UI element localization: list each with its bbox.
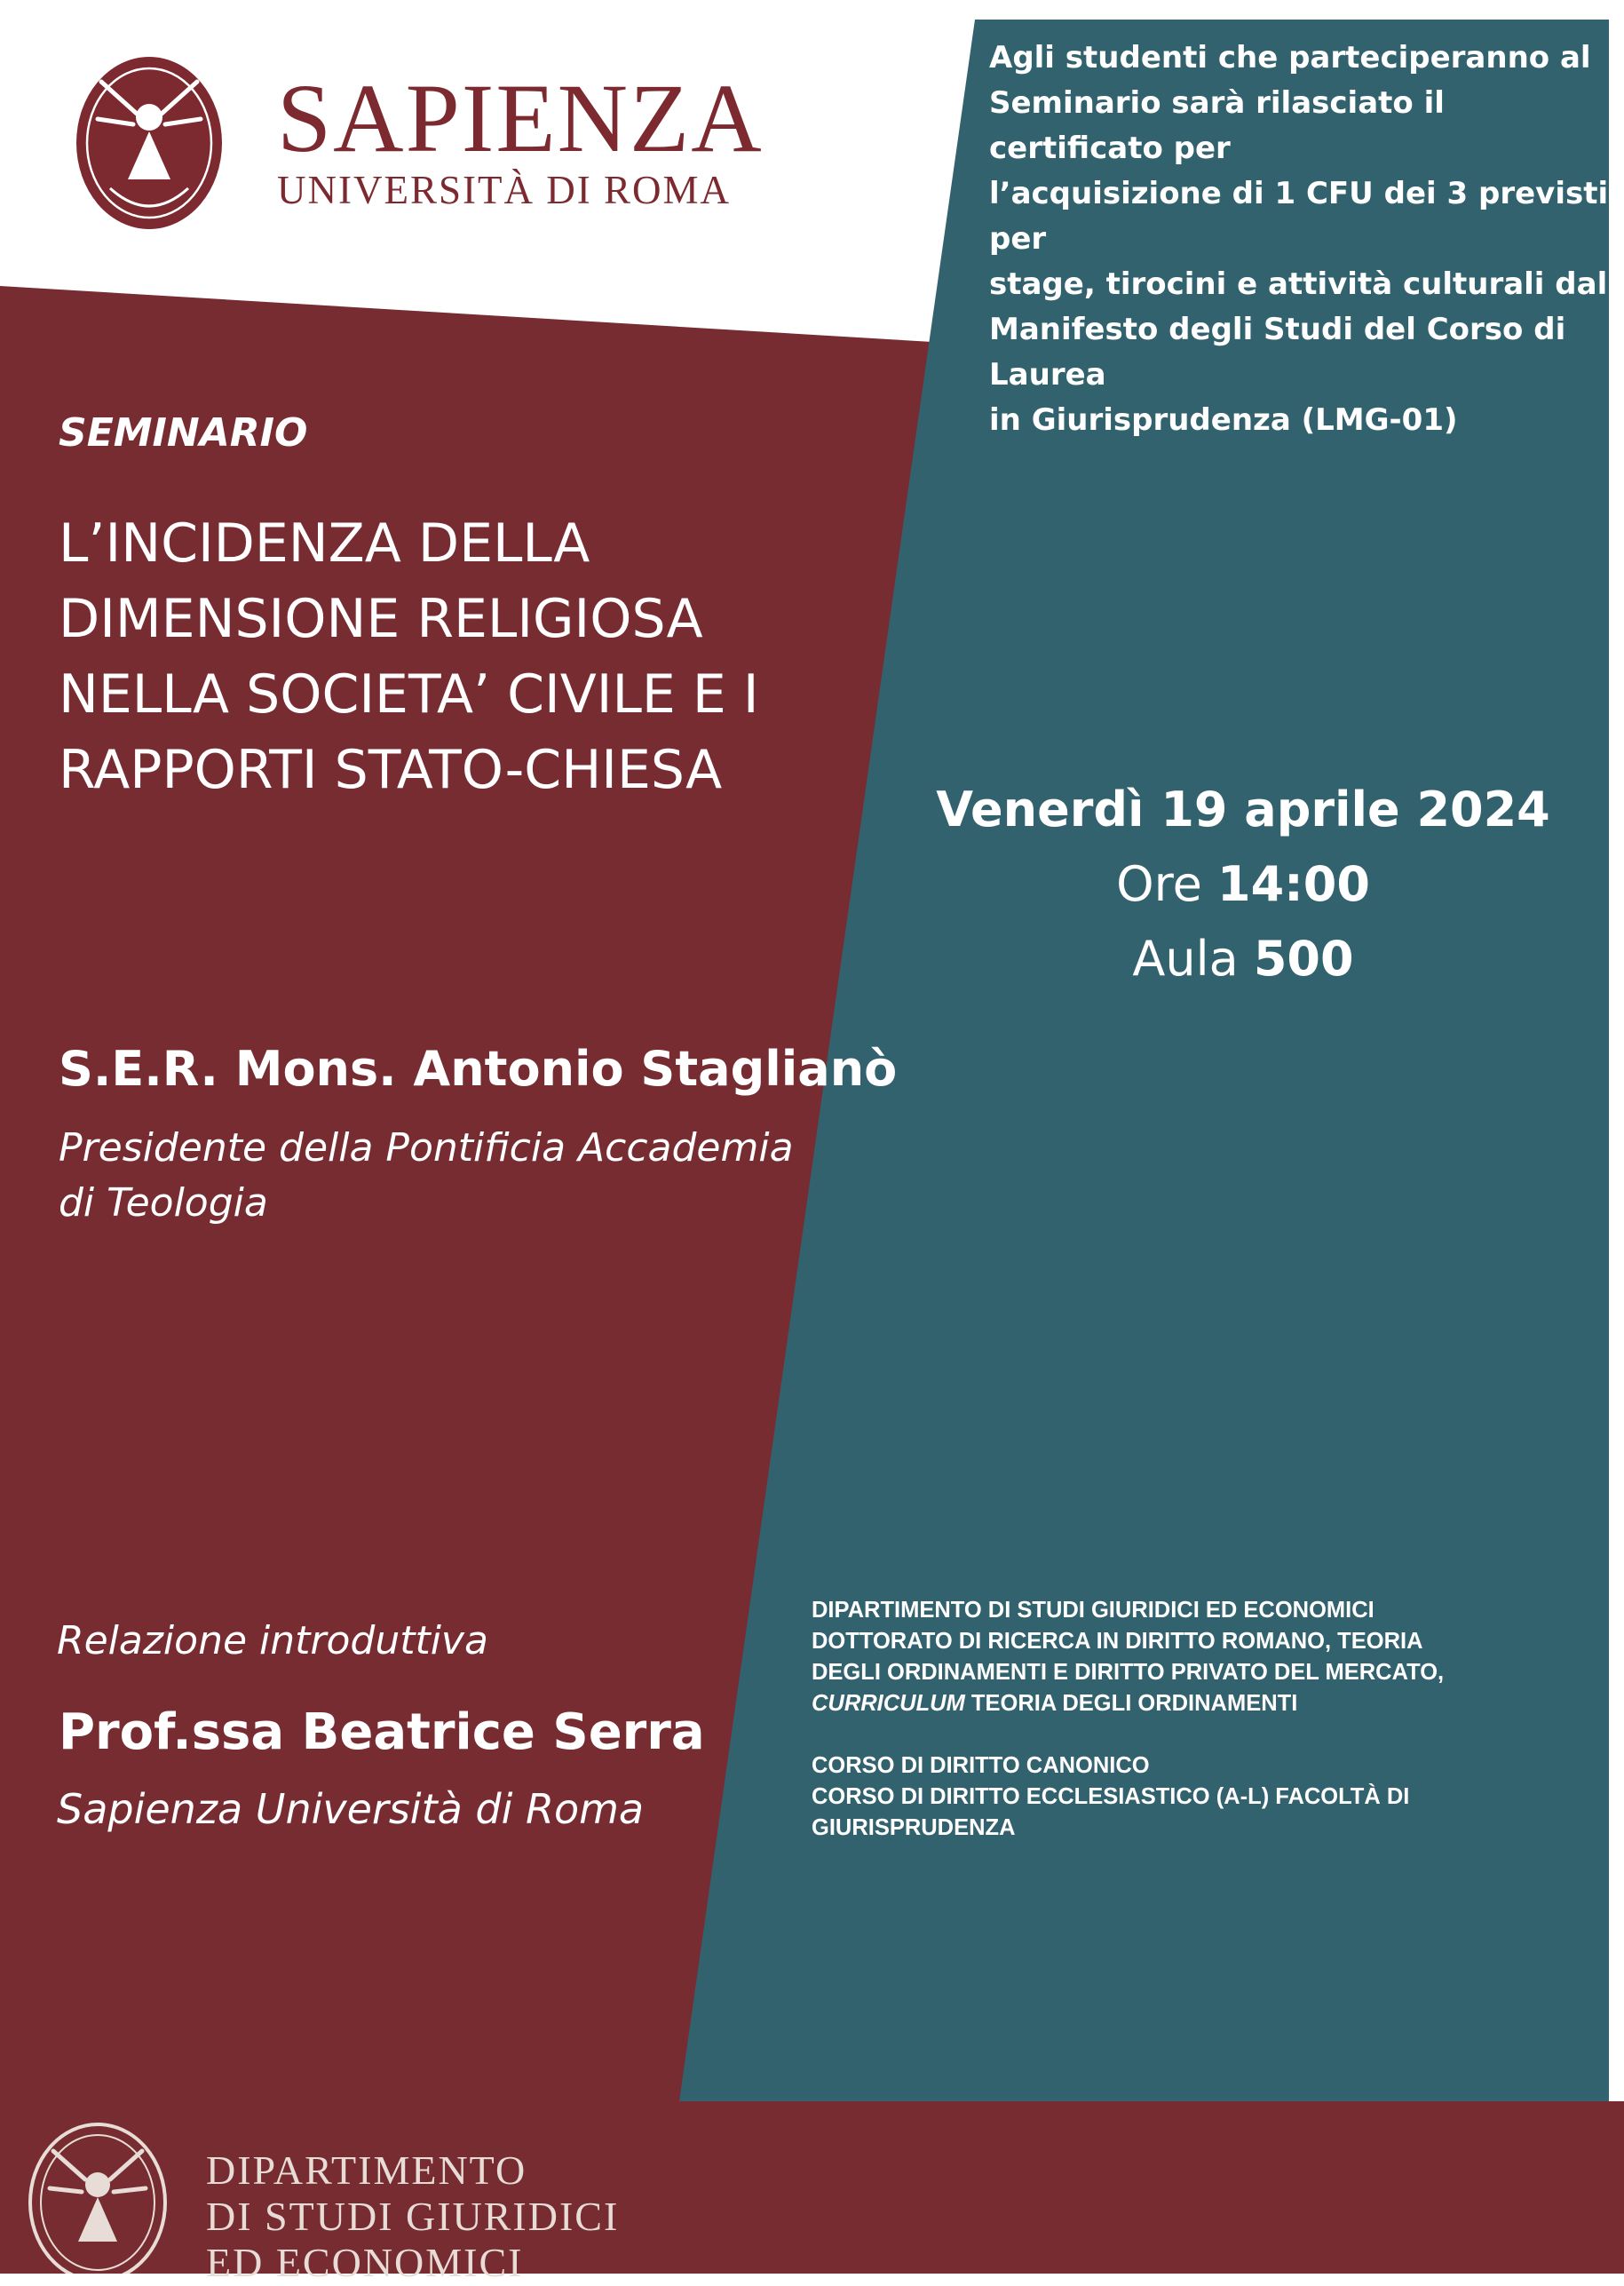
title-line: DIMENSIONE RELIGIOSA xyxy=(59,588,703,650)
department-line: ED ECONOMICI xyxy=(206,2240,524,2285)
organizer-line: CORSO DI DIRITTO CANONICO xyxy=(812,1753,1150,1778)
organizer-line xyxy=(812,1688,1575,1719)
organizer-line: GIURISPRUDENZA xyxy=(812,1815,1016,1840)
speaker-name: S.E.R. Mons. Antonio Staglianò xyxy=(59,1041,898,1097)
department-seal-icon xyxy=(25,2121,170,2274)
event-date: Venerdì 19 aprile 2024 xyxy=(936,782,1550,837)
organizer-line: DIPARTIMENTO DI STUDI GIURIDICI ED ECONOMICI xyxy=(812,1598,1374,1623)
organizers-block xyxy=(812,1595,1575,1844)
certificate-line: Seminario sarà rilasciato il certificato per xyxy=(989,85,1445,166)
speaker-role-line: di Teologia xyxy=(59,1180,268,1226)
title-line: RAPPORTI STATO-CHIESA xyxy=(59,739,723,801)
certificate-line: in Giurisprudenza (LMG-01) xyxy=(989,402,1458,438)
department-name xyxy=(206,2147,619,2286)
certificate-line: Manifesto degli Studi del Corso di Laurea xyxy=(989,312,1566,393)
department-line: DIPARTIMENTO xyxy=(206,2147,527,2193)
certificate-note xyxy=(989,36,1621,443)
seminar-label: SEMINARIO xyxy=(59,410,308,456)
brand-wordmark xyxy=(277,64,764,212)
title-line: NELLA SOCIETA’ CIVILE E I xyxy=(59,663,759,726)
department-line: DI STUDI GIURIDICI xyxy=(206,2194,620,2239)
event-room-value: 500 xyxy=(1253,931,1354,987)
curriculum-word: CURRICULUM xyxy=(812,1691,965,1716)
introduction-affiliation: Sapienza Università di Roma xyxy=(57,1785,645,1833)
certificate-line: Agli studenti che parteciperanno al xyxy=(989,40,1591,75)
speaker-role-line: Presidente della Pontificia Accademia xyxy=(59,1125,794,1171)
event-info xyxy=(923,773,1563,996)
organizer-line-rest: TEORIA DEGLI ORDINAMENTI xyxy=(964,1691,1298,1716)
seminar-title xyxy=(59,506,893,808)
event-time-value: 14:00 xyxy=(1217,856,1370,912)
introduction-speaker-name: Prof.ssa Beatrice Serra xyxy=(59,1703,705,1761)
spacer xyxy=(812,1719,1575,1750)
organizer-line: DEGLI ORDINAMENTI E DIRITTO PRIVATO DEL MERCATO, xyxy=(812,1660,1445,1685)
brand-name: SAPIENZA xyxy=(277,64,764,172)
certificate-line: stage, tirocini e attività culturali dal xyxy=(989,266,1608,302)
sapienza-seal-icon xyxy=(75,55,224,231)
organizer-line: CORSO DI DIRITTO ECCLESIASTICO (A-L) FACOLTÀ DI xyxy=(812,1784,1410,1809)
event-time-label: Ore xyxy=(1116,856,1202,912)
speaker-role xyxy=(59,1121,822,1231)
organizer-line: DOTTORATO DI RICERCA IN DIRITTO ROMANO, TEORIA xyxy=(812,1629,1423,1654)
title-line: L’INCIDENZA DELLA xyxy=(59,512,590,575)
event-time xyxy=(923,847,1563,922)
event-room-label: Aula xyxy=(1132,931,1239,987)
event-room xyxy=(923,922,1563,996)
certificate-line: l’acquisizione di 1 CFU dei 3 previsti per xyxy=(989,176,1609,257)
introduction-label: Relazione introduttiva xyxy=(57,1618,488,1663)
brand-subtitle: UNIVERSITÀ DI ROMA xyxy=(277,168,731,212)
